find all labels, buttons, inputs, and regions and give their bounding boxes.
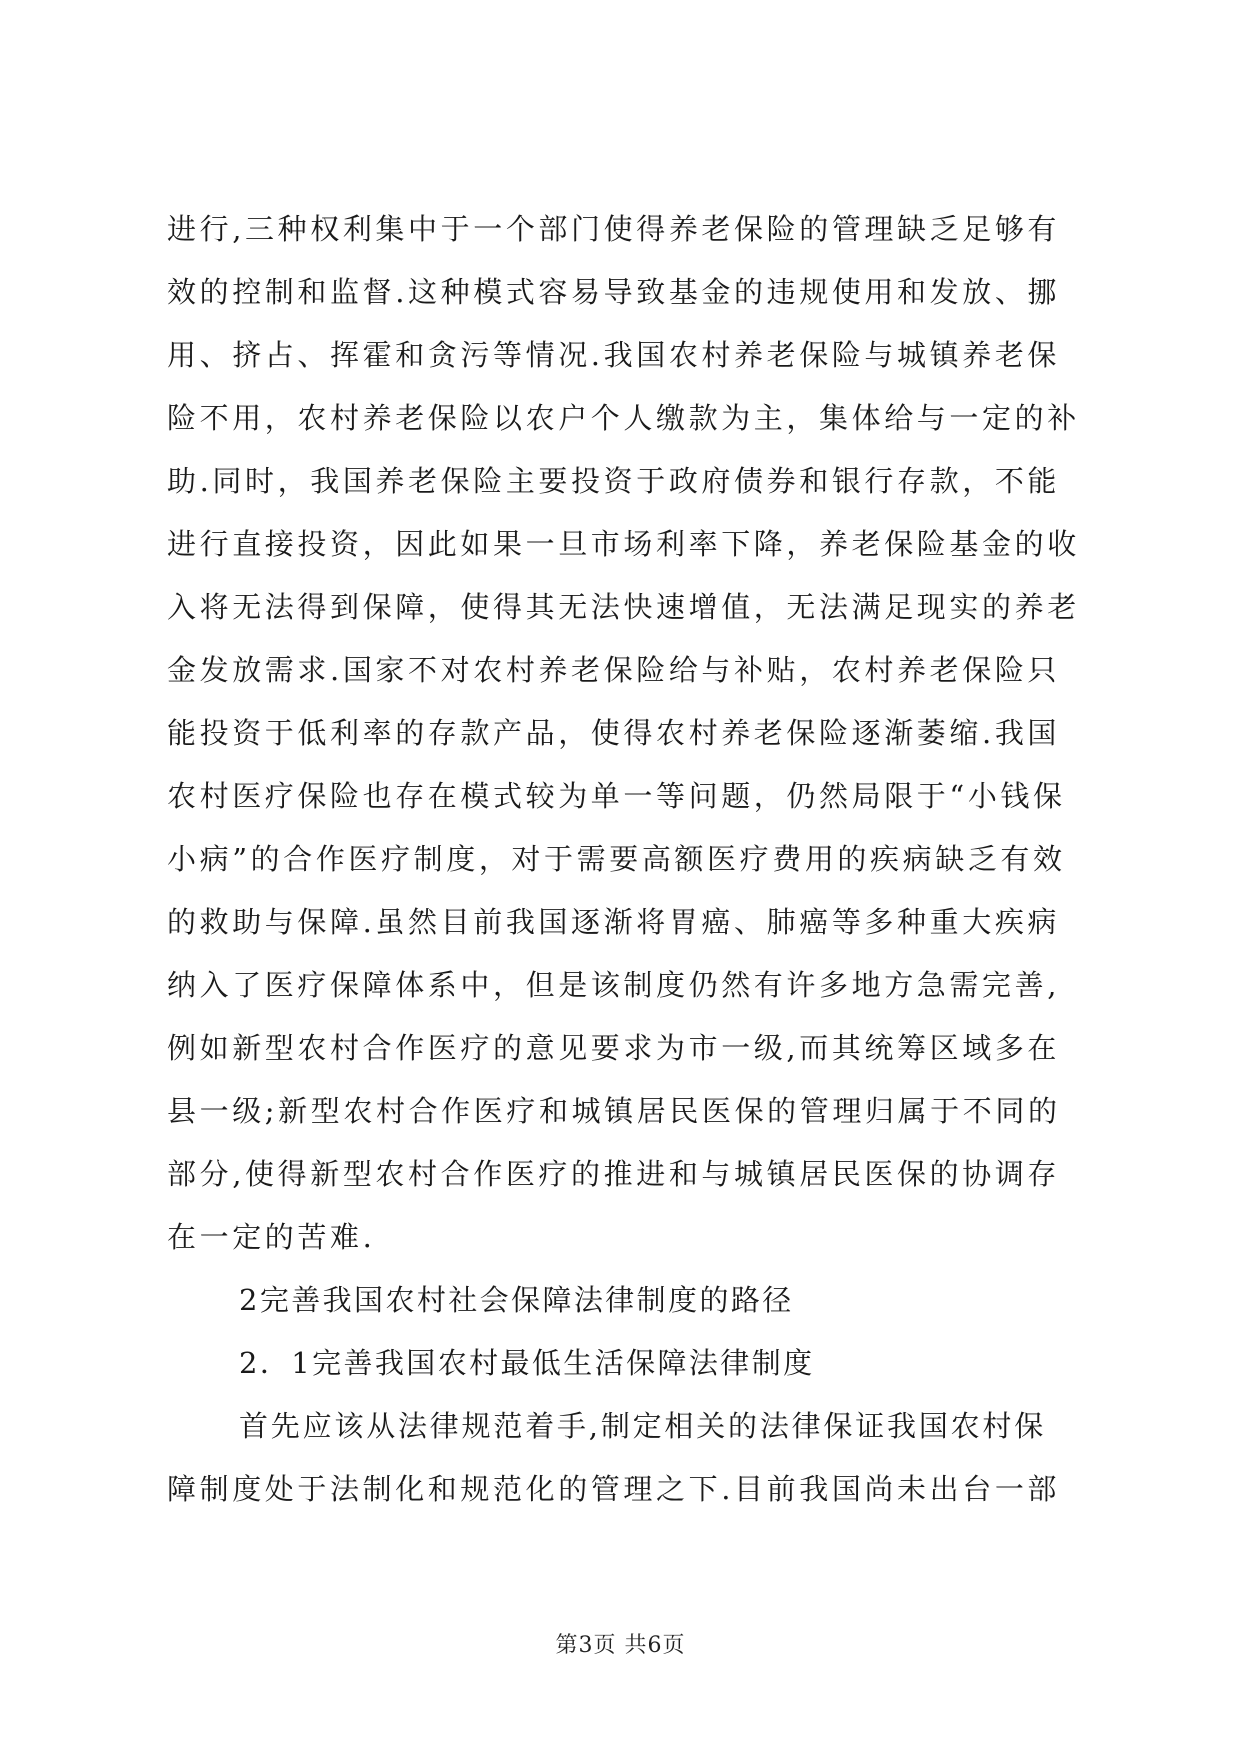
body-line: 例如新型农村合作医疗的意见要求为市一级,而其统筹区域多在 [167,1031,1061,1065]
body-line: 金发放需求.国家不对农村养老保险给与补贴，农村养老保险只 [167,653,1061,687]
body-line: 县一级;新型农村合作医疗和城镇居民医保的管理归属于不同的 [167,1094,1061,1128]
body-line: 进行,三种权利集中于一个部门使得养老保险的管理缺乏足够有 [167,212,1061,246]
body-line: 障制度处于法制化和规范化的管理之下.目前我国尚未出台一部 [167,1472,1061,1506]
section-heading: 2完善我国农村社会保障法律制度的路径 [239,1283,794,1317]
body-line: 小病”的合作医疗制度，对于需要高额医疗费用的疾病缺乏有效 [167,842,1066,876]
body-line: 进行直接投资，因此如果一旦市场利率下降，养老保险基金的收 [167,527,1080,561]
document-body [167,198,1080,1521]
paragraph-first-line: 首先应该从法律规范着手,制定相关的法律保证我国农村保 [239,1409,1047,1443]
body-line: 助.同时，我国养老保险主要投资于政府债券和银行存款，不能 [167,464,1061,498]
body-line: 的救助与保障.虽然目前我国逐渐将胃癌、肺癌等多种重大疾病 [167,905,1061,939]
body-line: 用、挤占、挥霍和贪污等情况.我国农村养老保险与城镇养老保 [167,338,1061,372]
body-line: 农村医疗保险也存在模式较为单一等问题，仍然局限于“小钱保 [167,779,1066,813]
body-line: 在一定的苦难. [167,1220,376,1254]
page-number-footer: 第3页 共6页 [555,1633,686,1658]
body-line: 部分,使得新型农村合作医疗的推进和与城镇居民医保的协调存 [167,1157,1061,1191]
body-line: 效的控制和监督.这种模式容易导致基金的违规使用和发放、挪 [167,275,1061,309]
body-line: 纳入了医疗保障体系中，但是该制度仍然有许多地方急需完善, [167,968,1061,1002]
body-line: 险不用，农村养老保险以农户个人缴款为主，集体给与一定的补 [167,401,1080,435]
body-line: 入将无法得到保障，使得其无法快速增值，无法满足现实的养老 [167,590,1080,624]
subsection-heading: 2．1完善我国农村最低生活保障法律制度 [239,1346,815,1380]
body-line: 能投资于低利率的存款产品，使得农村养老保险逐渐萎缩.我国 [167,716,1061,750]
